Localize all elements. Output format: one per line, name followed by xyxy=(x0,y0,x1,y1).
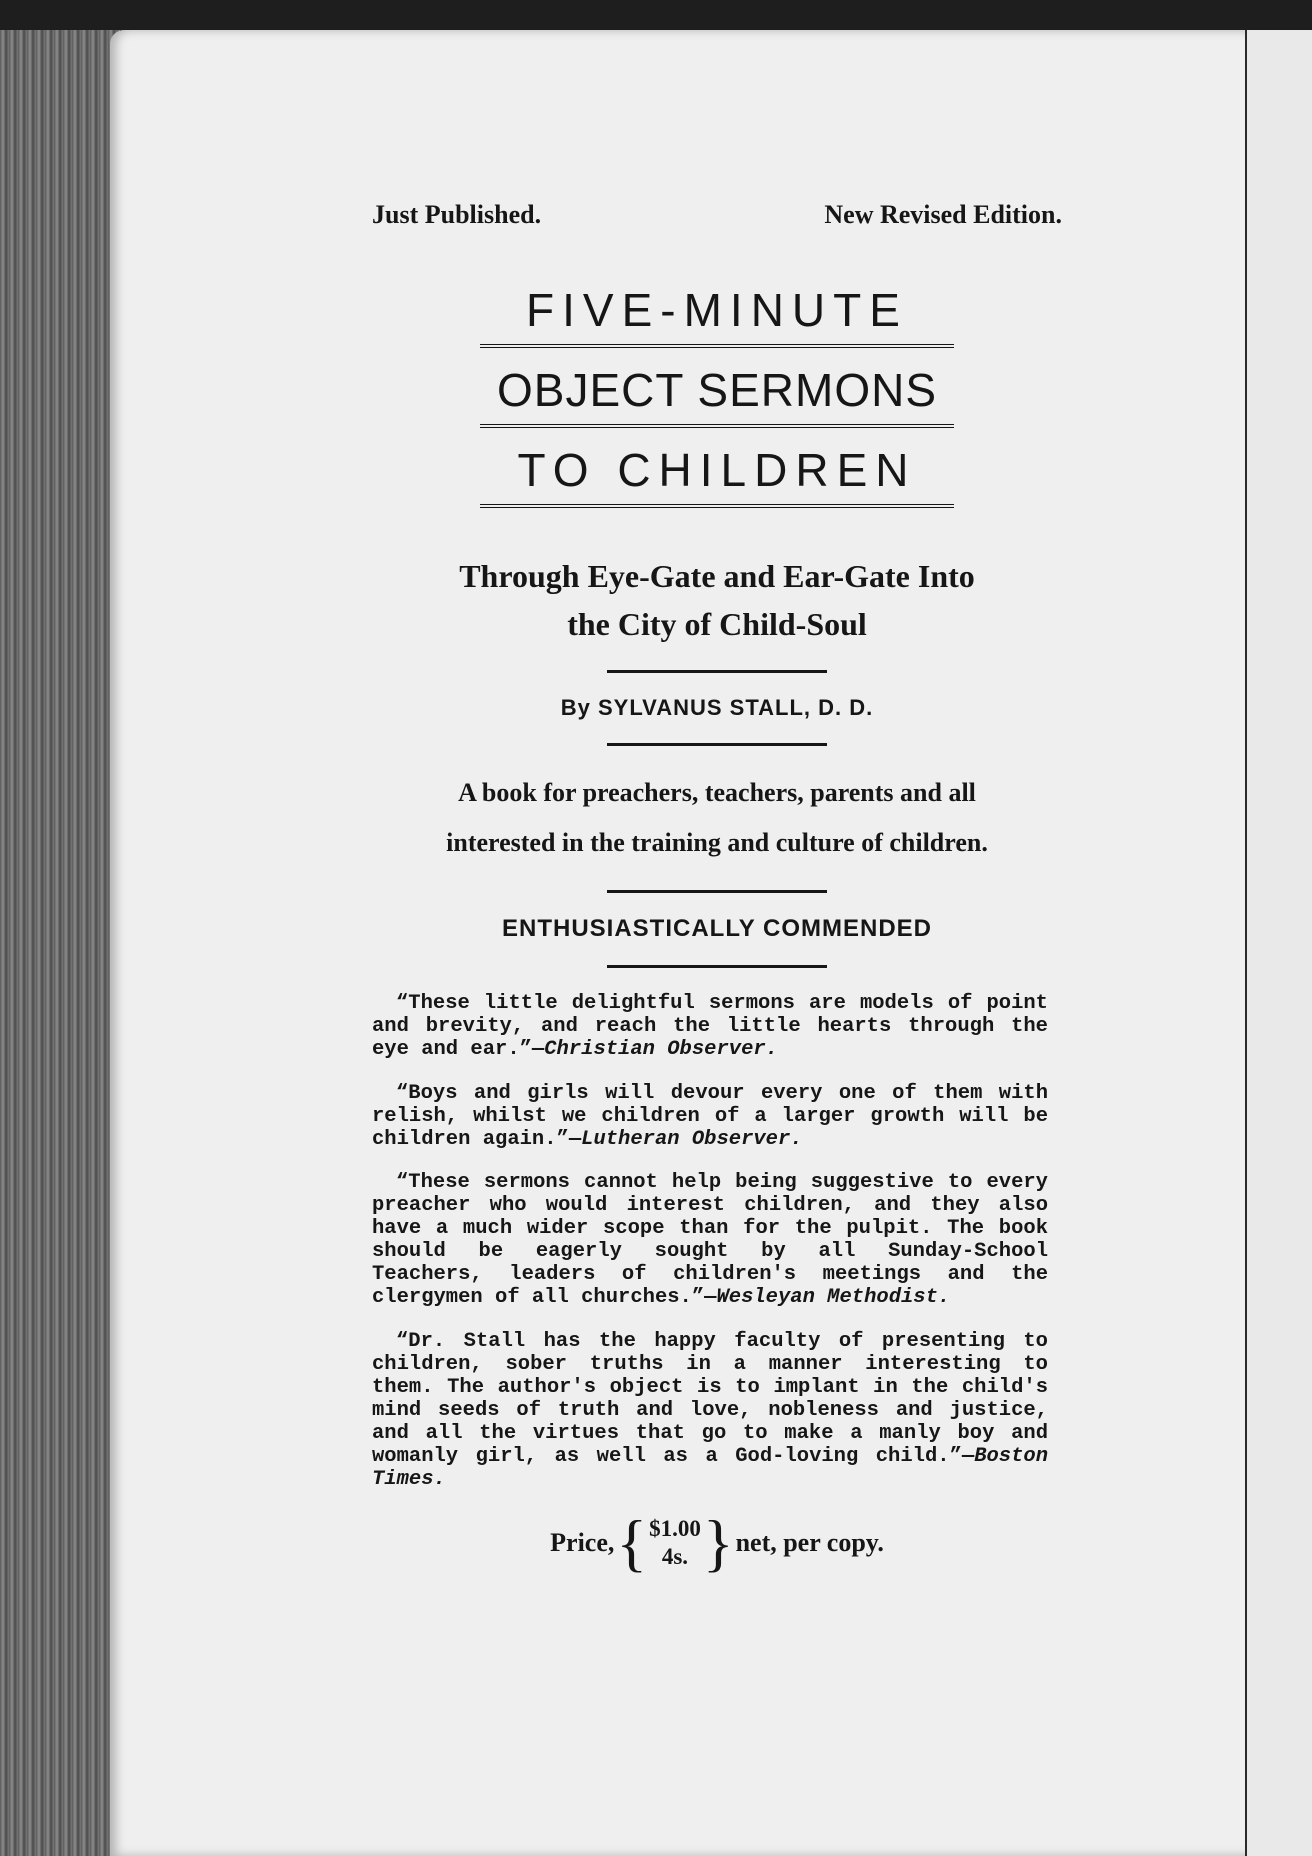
left-brace-icon: { xyxy=(616,1506,648,1578)
quote xyxy=(372,1171,1048,1309)
price-line xyxy=(372,1506,1062,1578)
book-title xyxy=(480,280,954,508)
quote-text: “Boys and girls will devour every one of them with relish, whilst we children of a larger growth will be children again.”— xyxy=(372,1081,1048,1151)
description xyxy=(372,768,1062,868)
quote xyxy=(372,1082,1048,1151)
right-brace-icon: } xyxy=(702,1506,734,1578)
quote-source: Christian Observer. xyxy=(544,1038,778,1061)
subtitle xyxy=(372,552,1062,648)
price-shillings: 4s. xyxy=(661,1543,689,1569)
quote-source: Boston Times. xyxy=(372,1444,1048,1491)
author: By SYLVANUS STALL, D. D. xyxy=(560,695,874,720)
quote-source: Lutheran Observer. xyxy=(581,1127,803,1151)
divider xyxy=(607,670,827,673)
title-line-2: OBJECT SERMONS xyxy=(480,360,954,428)
next-page-edge xyxy=(1245,30,1312,1856)
header-right: New Revised Edition. xyxy=(824,200,1062,229)
price-dollars: $1.00 xyxy=(649,1515,701,1541)
header-left: Just Published. xyxy=(372,200,542,229)
divider xyxy=(607,965,827,968)
quote-text: “These little delightful sermons are models of point and brevity, and reach the little hearts through the eye and ear.”— xyxy=(372,992,1048,1061)
price-label: Price, xyxy=(550,1527,615,1557)
description-line-1: A book for preachers, teachers, parents and all xyxy=(458,778,976,807)
title-line-3: TO CHILDREN xyxy=(480,440,954,508)
quotes xyxy=(372,992,1048,1491)
quote-source: Wesleyan Methodist. xyxy=(716,1286,951,1309)
subtitle-line-1: Through Eye-Gate and Ear-Gate Into xyxy=(459,558,975,594)
divider xyxy=(607,890,827,893)
price-suffix: net, per copy. xyxy=(735,1527,884,1557)
description-line-2: interested in the training and culture of children. xyxy=(446,828,988,857)
quote xyxy=(372,992,1048,1061)
commended-heading: ENTHUSIASTICALLY COMMENDED xyxy=(501,915,933,942)
quote xyxy=(372,1330,1048,1491)
quote-text: “These sermons cannot help being suggestive to every preacher who would interest children, and they also have a much wider scope than for the pulpit. The book should be eagerly sought by all Sunday-School Teachers, leaders of children's meetings and the clergymen of all churches.”— xyxy=(372,1171,1048,1309)
book-page-edges xyxy=(0,30,120,1856)
divider xyxy=(607,743,827,746)
advertisement-content xyxy=(372,200,1062,1578)
title-line-1: FIVE-MINUTE xyxy=(480,280,954,348)
subtitle-line-2: the City of Child-Soul xyxy=(567,606,867,642)
header-line xyxy=(372,200,1062,230)
price-amounts xyxy=(649,1515,701,1571)
quote-text: “Dr. Stall has the happy faculty of presenting to children, sober truths in a manner interesting to them. The author's object is to implant in the child's mind seeds of truth and love, nobleness and justice, and all the virtues that go to make a manly boy and womanly girl, as well as a God-loving child.”— xyxy=(372,1329,1048,1468)
